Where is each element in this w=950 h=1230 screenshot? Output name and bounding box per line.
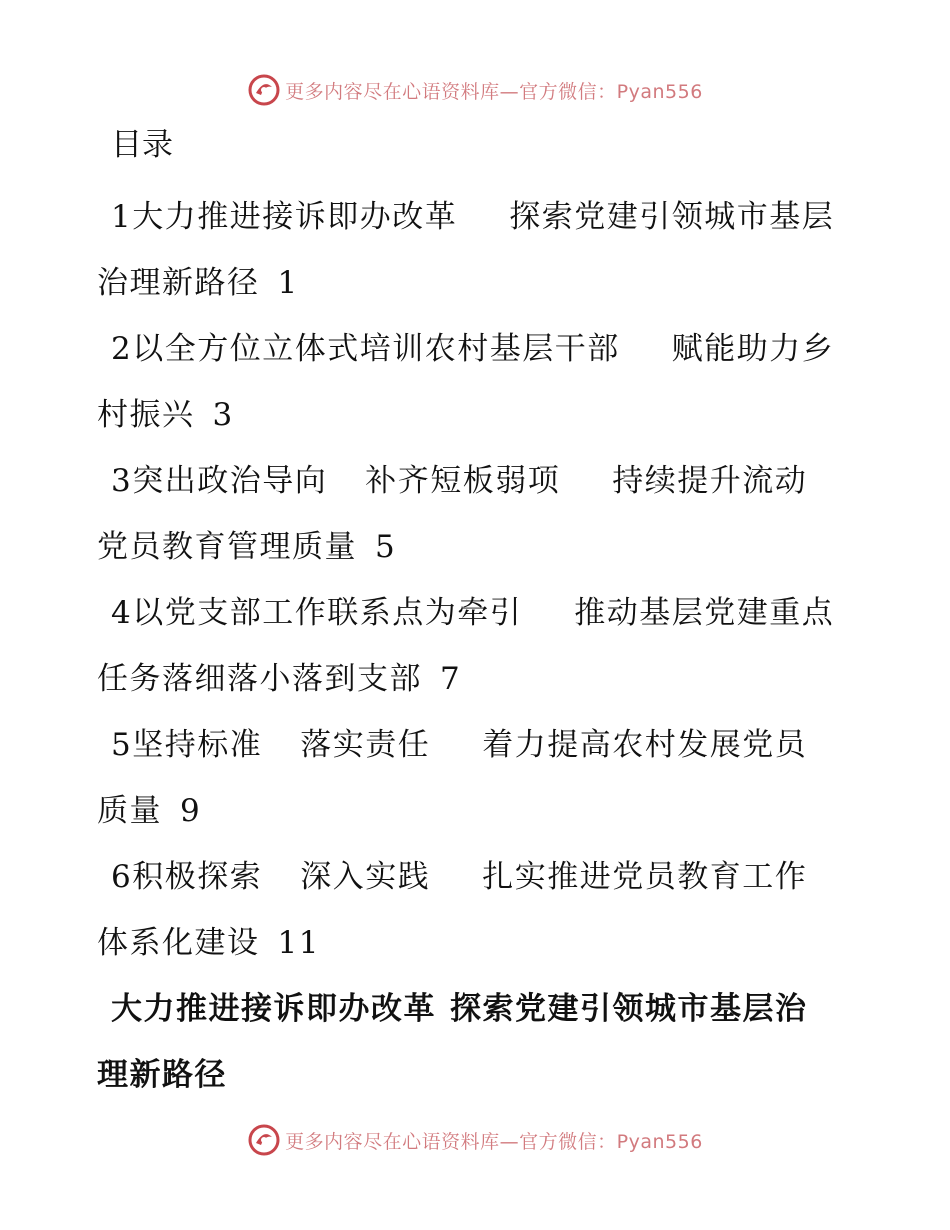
toc-entry-6[interactable]: 6积极探索 深入实践 扎实推进党员教育工作体系化建设 11 [97,859,808,961]
page-number: 5 [375,529,397,565]
watermark-header [0,70,950,110]
page-number: 9 [180,793,202,829]
toc-title: 目录 [111,127,173,163]
article-heading: 大力推进接诉即办改革 探索党建引领城市基层治理新路径 [97,991,808,1093]
page-number: 1 [277,265,299,301]
logo-icon [247,1123,281,1157]
page-number: 11 [277,925,320,961]
page-number: 7 [440,661,462,697]
watermark-text: 更多内容尽在心语资料库—官方微信：Pyan556 [285,1130,703,1153]
toc-entry-5[interactable]: 5坚持标准 落实责任 着力提高农村发展党员质量 9 [97,727,808,829]
toc-entry-2[interactable]: 2以全方位立体式培训农村基层干部 赋能助力乡村振兴 3 [97,331,835,433]
toc-entry-4[interactable]: 4以党支部工作联系点为牵引 推动基层党建重点任务落细落小落到支部 7 [97,595,835,697]
toc-entry-3[interactable]: 3突出政治导向 补齐短板弱项 持续提升流动党员教育管理质量 5 [97,463,808,565]
logo-icon [247,73,281,107]
document-body [97,120,837,1108]
toc-entry-1[interactable]: 1大力推进接诉即办改革 探索党建引领城市基层治理新路径 1 [97,199,835,301]
page-number: 3 [212,397,234,433]
watermark-footer [0,1120,950,1160]
watermark-text: 更多内容尽在心语资料库—官方微信：Pyan556 [285,80,703,103]
